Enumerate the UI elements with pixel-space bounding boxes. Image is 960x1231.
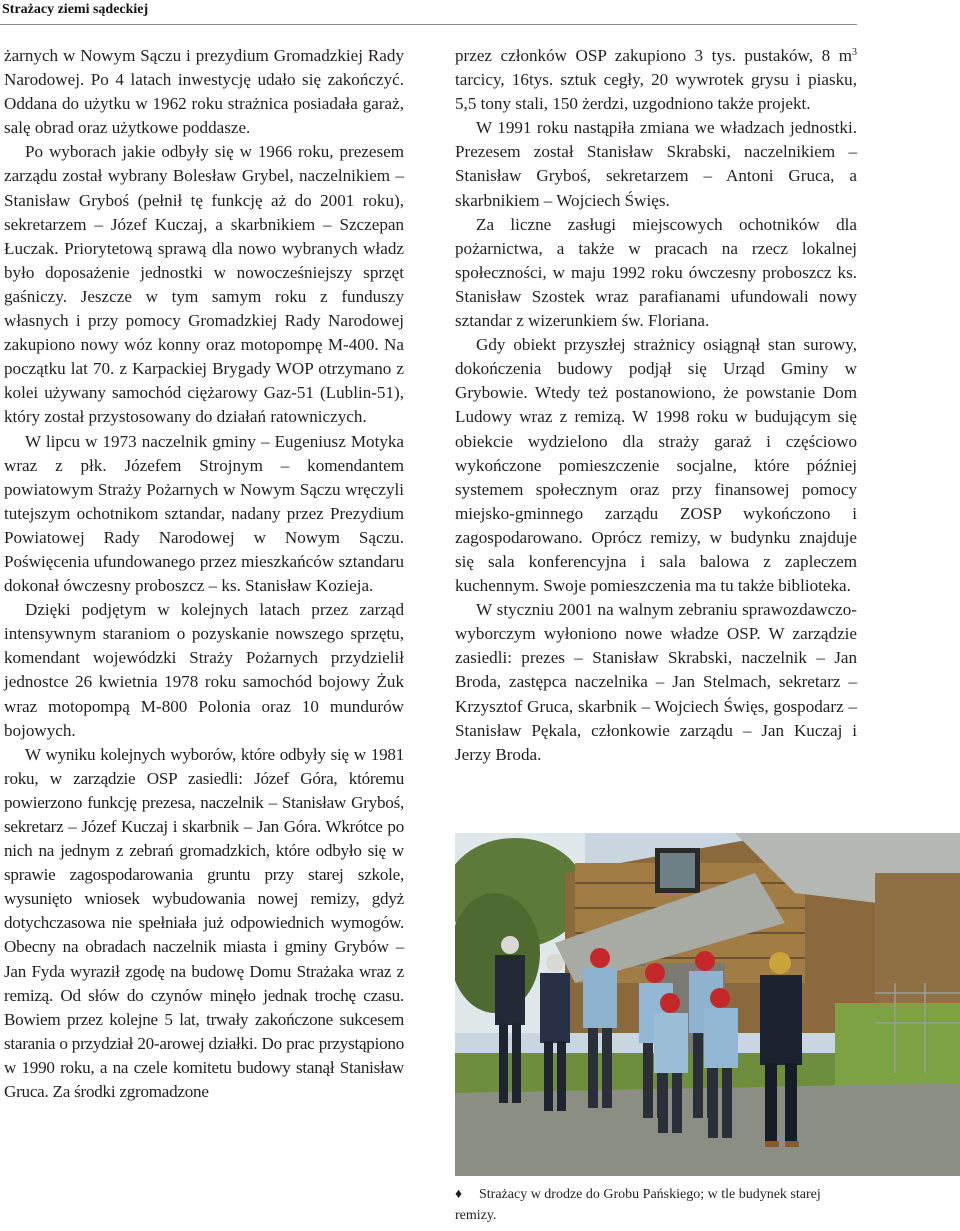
left-paragraph-4: Dzięki podjętym w kolejnych latach przez zarząd intensywnym staraniom o pozyskanie nowszego sprzętu, komendant wojewódzki Straży Pożarnych przydzielił jednostce 26 kwietnia 1978 roku samochód bojowy Żuk wraz motopompą M-800 Polonia oraz 10 mundurów bojowych. [4,600,404,740]
right-paragraph-1-text-b: tarcicy, 16tys. sztuk cegły, 20 wywrotek grysu i piasku, 5,5 tony stali, 150 żerdzi, uzgodniono także projekt. [455,70,857,114]
right-paragraph-2: W 1991 roku nastąpiła zmiana we władzach jednostki. Prezesem został Stanisław Skrabski, naczelnikiem – Stanisław Gryboś, sekretarzem – Antoni Gruca, a skarbnikiem – Wojciech Święs. [455,118,857,210]
left-paragraph-1: żarnych w Nowym Sączu i prezydium Gromadzkiej Rady Narodowej. Po 4 latach inwestycję udało się zakończyć. Oddana do użytku w 1962 roku strażnica posiadała garaż, salę obrad oraz użytkowe poddasze. [4,46,404,138]
left-paragraph-5: W wyniku kolejnych wyborów, które odbyły się w 1981 roku, w zarządzie OSP zasiedli: Józef Góra, któremu powierzono funkcję prezesa, naczelnik – Stanisław Gryboś, sekretarz – Józef Kuczaj i skarbnik – Jan Góra. Wkrótce po nich na jednym z zebrań gromadzkich, które odbyło się w sprawie zagospodarowania gruntu przy starej szkole, wysunięto wniosek wybudowania nowej remizy, gdyż dotychczasowa nie spełniała już odpowiednich wymogów. Obecny na obradach naczelnik miasta i gminy Grybów – Jan Fyda wyraził zgodę na budowę Domu Strażaka wraz z remizą. Od słów do czynów minęło jednak trochę czasu. Bowiem przez kolejne 5 lat, trwały zakończone sukcesem starania o przydział 20-arowej działki. Do prac przystąpiono w 1990 roku, a na czele komitetu budowy stanął Stanisław Gruca. Za środki zgromadzone [4,744,404,1102]
left-paragraph-3: W lipcu w 1973 naczelnik gminy – Eugeniusz Motyka wraz z płk. Józefem Strojnym – komendantem powiatowym Straży Pożarnych w Nowym Sączu wręczyli tutejszym ochotnikom sztandar, nadany przez Prezydium Powiatowej Rady Narodowej w Nowym Sączu. Poświęcenia ufundowanego przez mieszkańców sztandaru dokonał ówczesny proboszcz – ks. Stanisław Kozieja. [4,431,404,596]
left-paragraph-2: Po wyborach jakie odbyły się w 1966 roku, prezesem zarządu został wybrany Bolesław Grybel, naczelnikiem – Stanisław Gryboś (pełnił tę funkcję aż do 2001 roku), sekretarzem – Józef Kuczaj, a skarbnikiem – Szczepan Łuczak. Priorytetową sprawą dla nowo wybranych władz było doposażenie jednostki w nowocześniejszy sprzęt gaśniczy. Jeszcze w tym samym roku z funduszy własnych i przy pomocy Gromadzkiej Rady Narodowej zakupiono nowy wóz konny oraz motopompę M-400. Na początku lat 70. z Karpackiej Brygady WOP otrzymano z kolei używany samochód ciężarowy Gaz-51 (Lublin-51), który został przystosowany do działań ratowniczych. [4,142,404,427]
running-header [0,0,857,25]
left-text-column [4,44,404,1104]
right-paragraph-1-text-a: przez członków OSP zakupiono 3 tys. pustaków, 8 m [455,46,852,65]
photo-caption [455,1184,855,1226]
right-text-column [455,44,857,767]
right-paragraph-4: Gdy obiekt przyszłej strażnicy osiągnął stan surowy, dokończenia budowy podjął się Urząd Gminy w Grybowie. Wtedy też postanowiono, że powstanie Dom Ludowy wraz z remizą. W 1998 roku w budującym się obiekcie wydzielono dla straży garaż i częściowo wykończone pomieszczenie socjalne, które później systemem społecznym oraz przy finansowej pomocy miejsko-gminnego zarządu ZOSP wykończono i zagospodarowano. Oprócz remizy, w budynku znajduje się sala konferencyjna i sala balowa z zapleczem kuchennym. Swoje pomieszczenia ma tu także biblioteka. [455,335,857,596]
firefighters-photo [455,833,960,1176]
right-paragraph-1 [455,44,857,116]
cubic-superscript: 3 [852,47,857,58]
header-title: Strażacy ziemi sądeckiej [2,2,149,17]
diamond-bullet-icon: ♦ [455,1187,463,1202]
caption-text: Strażacy w drodze do Grobu Pańskiego; w tle budynek starej remizy. [455,1187,821,1223]
right-paragraph-3: Za liczne zasługi miejscowych ochotników dla pożarnictwa, a także w pracach na rzecz lokalnej społeczności, w maju 1992 roku ówczesny proboszcz ks. Stanisław Szostek wraz parafianami ufundowali nowy sztandar z wizerunkiem św. Floriana. [455,214,857,331]
right-paragraph-5: W styczniu 2001 na walnym zebraniu sprawozdawczo-wyborczym wyłoniono nowe władze OSP. W zarządzie zasiedli: prezes – Stanisław Skrabski, naczelnik – Jan Broda, zastępca naczelnika – Jan Stelmach, sekretarz – Krzysztof Gruca, skarbnik – Wojciech Święs, gospodarz – Stanisław Pękala, członkowie zarządu – Jan Kuczaj i Jerzy Broda. [455,600,857,764]
photo-illustration [455,833,960,1176]
